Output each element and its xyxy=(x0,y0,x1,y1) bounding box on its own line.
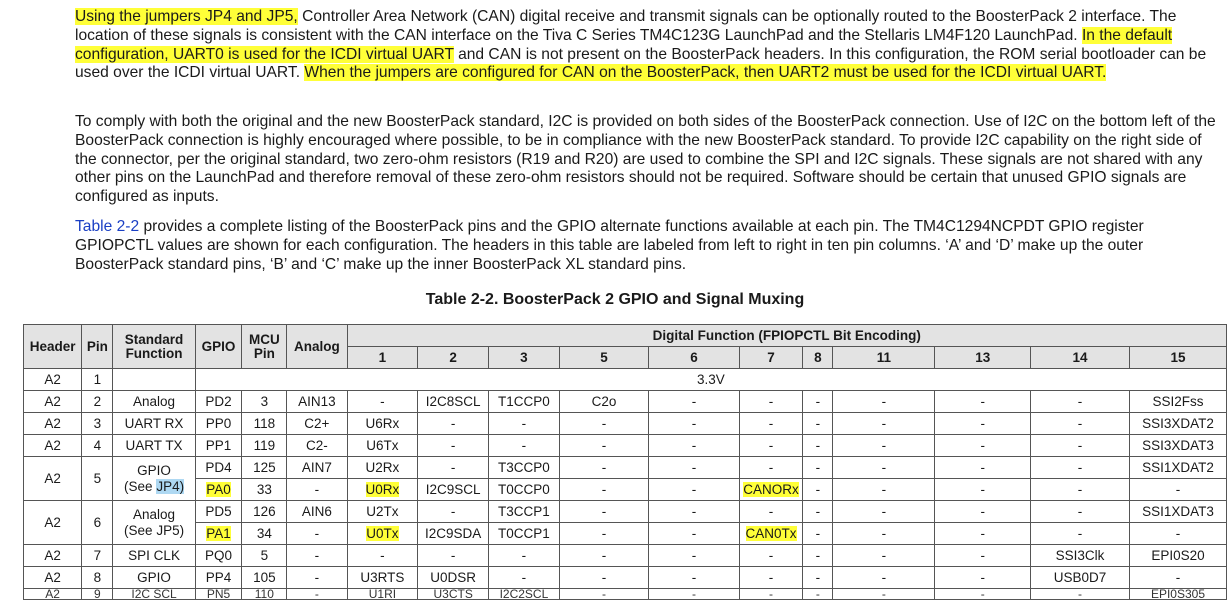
table-row xyxy=(24,501,1227,523)
cell-function-11: - xyxy=(833,589,935,600)
paragraph-text: Controller Area Network (CAN) digital receive and transmit signals can be optionally routed to the BoosterPack 2 interface. The location of these signals is consistent with the CAN interface on the Tiva C Series TM4C123G LaunchPad and the Stellaris LM4F120 LaunchPad. xyxy=(75,8,1177,44)
cell-function-5: - xyxy=(559,457,648,479)
cell-function-1: U2Rx xyxy=(347,457,418,479)
cell-function-15: - xyxy=(1129,479,1226,501)
cell-function-15: EPI0S20 xyxy=(1129,545,1226,567)
cell-mcu-pin: 110 xyxy=(242,589,287,600)
enc-col: 11 xyxy=(833,347,935,369)
cell-analog: C2- xyxy=(287,435,347,457)
cell-function-2: U0DSR xyxy=(418,567,489,589)
cell-function-2: - xyxy=(418,435,489,457)
col-standard-function: Standard Function xyxy=(113,325,195,369)
table-row xyxy=(24,523,1227,545)
cell-mcu-pin: 125 xyxy=(242,457,287,479)
highlighted-signal: U0Rx xyxy=(365,481,400,497)
cell-function-2: U3CTS xyxy=(418,589,489,600)
cell-function-5: - xyxy=(559,589,648,600)
cell-function-5: - xyxy=(559,567,648,589)
highlight-default-config: In the default configuration, UART0 is used for the ICDI virtual UART xyxy=(75,26,1173,63)
cell-function-6: - xyxy=(649,545,740,567)
cell-function-13: - xyxy=(935,523,1031,545)
cell-header: A2 xyxy=(24,391,82,413)
cell-function-11: - xyxy=(833,457,935,479)
table-row xyxy=(24,391,1227,413)
table-row xyxy=(24,567,1227,589)
cell-function-2: - xyxy=(418,545,489,567)
cell-function-14: - xyxy=(1031,457,1130,479)
highlight-pa1: PA1 xyxy=(206,525,231,541)
cell-function-2: - xyxy=(418,501,489,523)
cell-function-15: - xyxy=(1129,523,1226,545)
table-row xyxy=(24,457,1227,479)
jumper-note: (See JP5) xyxy=(124,522,185,538)
cell-function-3: - xyxy=(489,435,560,457)
cell-header: A2 xyxy=(24,545,82,567)
col-mcu-pin: MCU Pin xyxy=(242,325,287,369)
cell-header: A2 xyxy=(24,457,82,501)
cell-function-7: - xyxy=(739,391,802,413)
cell-function-7 xyxy=(739,479,802,501)
cell-function-3: T1CCP0 xyxy=(489,391,560,413)
table-header-row xyxy=(24,325,1227,347)
cell-gpio: PQ0 xyxy=(195,545,242,567)
cell-header: A2 xyxy=(24,501,82,545)
cell-gpio: PP4 xyxy=(195,567,242,589)
paragraph-can-jumpers xyxy=(75,8,1225,83)
enc-col: 7 xyxy=(739,347,802,369)
cell-power: 3.3V xyxy=(195,369,1226,391)
cell-function-8: - xyxy=(803,391,833,413)
cell-analog: - xyxy=(287,523,347,545)
cell-pin: 6 xyxy=(82,501,113,545)
cell-header: A2 xyxy=(24,369,82,391)
cell-function-14: - xyxy=(1031,523,1130,545)
paragraph-table-intro xyxy=(75,218,1225,274)
selected-text: JP4) xyxy=(156,478,185,494)
cell-function-5: - xyxy=(559,523,648,545)
cell-function-5: C2o xyxy=(559,391,648,413)
cell-function-3: T3CCP0 xyxy=(489,457,560,479)
cell-function-1: U6Tx xyxy=(347,435,418,457)
cell-function-14: USB0D7 xyxy=(1031,567,1130,589)
cell-function-14: - xyxy=(1031,589,1130,600)
cell-function-2: - xyxy=(418,457,489,479)
cell-function-13: - xyxy=(935,435,1031,457)
cell-function-1 xyxy=(347,479,418,501)
cell-function-8: - xyxy=(803,589,833,600)
cell-pin: 9 xyxy=(82,589,113,600)
cell-function-15: EPI0S305 xyxy=(1129,589,1226,600)
cell-function-3: - xyxy=(489,413,560,435)
cell-function-3: T3CCP1 xyxy=(489,501,560,523)
cell-pin: 2 xyxy=(82,391,113,413)
cell-standard-function xyxy=(113,369,195,391)
cell-function-5: - xyxy=(559,413,648,435)
col-pin: Pin xyxy=(82,325,113,369)
cell-function-11: - xyxy=(833,479,935,501)
cell-function-6: - xyxy=(649,457,740,479)
table-row xyxy=(24,589,1227,600)
cell-analog: AIN7 xyxy=(287,457,347,479)
cell-function-11: - xyxy=(833,545,935,567)
cell-analog: AIN13 xyxy=(287,391,347,413)
cell-analog: AIN6 xyxy=(287,501,347,523)
cell-function-6: - xyxy=(649,589,740,600)
cell-function-6: - xyxy=(649,391,740,413)
cell-function-1: - xyxy=(347,391,418,413)
cell-function-6: - xyxy=(649,501,740,523)
cell-function-2: - xyxy=(418,413,489,435)
cell-pin: 1 xyxy=(82,369,113,391)
cell-mcu-pin: 34 xyxy=(242,523,287,545)
cell-mcu-pin: 5 xyxy=(242,545,287,567)
cell-function-8: - xyxy=(803,545,833,567)
cell-analog: - xyxy=(287,589,347,600)
cell-function-3: - xyxy=(489,567,560,589)
paragraph-i2c: To comply with both the original and the new BoosterPack standard, I2C is provided on both sides of the BoosterPack connection. Use of I2C on the bottom left of the BoosterPack connection is highly encouraged where possible, to be in compliance with the new BoosterPack standard. To provide I2C capability on the right side of the connector, per the original standard, two zero-ohm resistors (R19 and R20) are used to combine the SPI and I2C signals. These signals are not shared with any other pins on the LaunchPad and therefore removal of these zero-ohm resistors should not be required. Software should be certain that unused GPIO signals are configured as inputs. xyxy=(75,113,1216,206)
cell-mcu-pin: 118 xyxy=(242,413,287,435)
highlight-uart2: When the jumpers are configured for CAN on the BoosterPack, then UART2 must be used for the ICDI virtual UART. xyxy=(304,64,1107,82)
cell-function-14: - xyxy=(1031,479,1130,501)
table-2-2-link[interactable]: Table 2-2 xyxy=(75,218,140,235)
cell-analog: - xyxy=(287,567,347,589)
cell-header: A2 xyxy=(24,435,82,457)
table-row xyxy=(24,369,1227,391)
cell-mcu-pin: 105 xyxy=(242,567,287,589)
cell-gpio: PP0 xyxy=(195,413,242,435)
cell-function-13: - xyxy=(935,413,1031,435)
cell-analog: C2+ xyxy=(287,413,347,435)
table-row xyxy=(24,435,1227,457)
cell-analog: - xyxy=(287,479,347,501)
cell-function-8: - xyxy=(803,501,833,523)
cell-function-11: - xyxy=(833,567,935,589)
col-analog: Analog xyxy=(287,325,347,369)
cell-analog: - xyxy=(287,545,347,567)
cell-mcu-pin: 33 xyxy=(242,479,287,501)
col-header: Header xyxy=(24,325,82,369)
cell-function-1: U3RTS xyxy=(347,567,418,589)
cell-function-11: - xyxy=(833,523,935,545)
cell-function-8: - xyxy=(803,567,833,589)
cell-standard-function xyxy=(113,457,195,501)
paragraph-text: and CAN is not present on the BoosterPack headers. In this configuration, the ROM serial bootloader can be used over the ICDI virtual UART. xyxy=(75,45,1207,82)
highlight-pa0: PA0 xyxy=(206,481,231,497)
cell-function-1 xyxy=(347,523,418,545)
cell-function-13: - xyxy=(935,501,1031,523)
cell-function-14: - xyxy=(1031,501,1130,523)
cell-function-11: - xyxy=(833,391,935,413)
cell-function-7: - xyxy=(739,545,802,567)
highlight-jumpers: Using the jumpers JP4 and JP5, xyxy=(75,8,298,25)
cell-standard-function: GPIO xyxy=(113,567,195,589)
cell-function-5: - xyxy=(559,479,648,501)
highlighted-signal: CAN0Tx xyxy=(745,525,797,541)
cell-gpio: PP1 xyxy=(195,435,242,457)
cell-function-3: T0CCP1 xyxy=(489,523,560,545)
enc-col: 3 xyxy=(489,347,560,369)
table-row xyxy=(24,413,1227,435)
cell-mcu-pin: 119 xyxy=(242,435,287,457)
cell-function-1: U6Rx xyxy=(347,413,418,435)
cell-function-13: - xyxy=(935,545,1031,567)
cell-pin: 4 xyxy=(82,435,113,457)
highlighted-signal: U0Tx xyxy=(366,525,399,541)
cell-function-13: - xyxy=(935,457,1031,479)
cell-function-6: - xyxy=(649,435,740,457)
cell-function-7: - xyxy=(739,567,802,589)
cell-function-15: SSI2Fss xyxy=(1129,391,1226,413)
cell-standard-function: UART RX xyxy=(113,413,195,435)
cell-function-15: - xyxy=(1129,567,1226,589)
cell-function-11: - xyxy=(833,501,935,523)
enc-col: 6 xyxy=(649,347,740,369)
cell-function-14: - xyxy=(1031,413,1130,435)
cell-function-14: - xyxy=(1031,391,1130,413)
cell-function-11: - xyxy=(833,413,935,435)
cell-function-15: SSI3XDAT3 xyxy=(1129,435,1226,457)
cell-gpio: PD5 xyxy=(195,501,242,523)
cell-pin: 3 xyxy=(82,413,113,435)
enc-col: 1 xyxy=(347,347,418,369)
paragraph-text: provides a complete listing of the BoosterPack pins and the GPIO alternate functions available at each pin. The TM4C1294NCPDT GPIO register GPIOPCTL values are shown for each configuration. The headers in this table are labeled from left to right in ten pin columns. ‘A’ and ‘D’ make up the outer BoosterPack standard pins, ‘B’ and ‘C’ make up the inner BoosterPack XL standard pins. xyxy=(75,218,1144,273)
jumper-note: (See JP4) xyxy=(124,478,185,494)
cell-standard-function: UART TX xyxy=(113,435,195,457)
cell-mcu-pin: 3 xyxy=(242,391,287,413)
cell-pin: 7 xyxy=(82,545,113,567)
cell-function-2: I2C9SDA xyxy=(418,523,489,545)
cell-function-7 xyxy=(739,523,802,545)
cell-standard-function xyxy=(113,501,195,545)
table-row xyxy=(24,479,1227,501)
cell-function-1: U1RI xyxy=(347,589,418,600)
cell-function-7: - xyxy=(739,457,802,479)
cell-function-11: - xyxy=(833,435,935,457)
cell-function-13: - xyxy=(935,391,1031,413)
cell-function-6: - xyxy=(649,479,740,501)
cell-function-5: - xyxy=(559,501,648,523)
cell-gpio xyxy=(195,523,242,545)
enc-col: 15 xyxy=(1129,347,1226,369)
cell-function-15: SSI1XDAT2 xyxy=(1129,457,1226,479)
cell-gpio xyxy=(195,479,242,501)
cell-function-15: SSI1XDAT3 xyxy=(1129,501,1226,523)
cell-function-3: - xyxy=(489,545,560,567)
cell-header: A2 xyxy=(24,413,82,435)
cell-gpio: PD4 xyxy=(195,457,242,479)
cell-standard-function: SPI CLK xyxy=(113,545,195,567)
cell-function-14: SSI3Clk xyxy=(1031,545,1130,567)
cell-function-6: - xyxy=(649,413,740,435)
cell-function-7: - xyxy=(739,589,802,600)
highlighted-signal: CANORx xyxy=(743,481,799,497)
enc-col: 8 xyxy=(803,347,833,369)
cell-function-5: - xyxy=(559,435,648,457)
cell-function-1: - xyxy=(347,545,418,567)
cell-function-6: - xyxy=(649,567,740,589)
cell-function-13: - xyxy=(935,479,1031,501)
col-digital-function: Digital Function (FPIOPCTL Bit Encoding) xyxy=(347,325,1226,347)
cell-header: A2 xyxy=(24,589,82,600)
cell-function-13: - xyxy=(935,567,1031,589)
cell-function-8: - xyxy=(803,413,833,435)
cell-pin: 5 xyxy=(82,457,113,501)
cell-function-8: - xyxy=(803,435,833,457)
cell-function-5: - xyxy=(559,545,648,567)
cell-function-7: - xyxy=(739,435,802,457)
cell-function-7: - xyxy=(739,501,802,523)
cell-gpio: PN5 xyxy=(195,589,242,600)
cell-function-8: - xyxy=(803,479,833,501)
cell-function-13: - xyxy=(935,589,1031,600)
cell-standard-function: I2C SCL xyxy=(113,589,195,600)
cell-function-8: - xyxy=(803,457,833,479)
cell-function-1: U2Tx xyxy=(347,501,418,523)
cell-function-3: T0CCP0 xyxy=(489,479,560,501)
cell-header: A2 xyxy=(24,567,82,589)
enc-col: 5 xyxy=(559,347,648,369)
cell-pin: 8 xyxy=(82,567,113,589)
enc-col: 2 xyxy=(418,347,489,369)
cell-function-3: I2C2SCL xyxy=(489,589,560,600)
cell-function-2: I2C9SCL xyxy=(418,479,489,501)
col-gpio: GPIO xyxy=(195,325,242,369)
cell-gpio: PD2 xyxy=(195,391,242,413)
table-row xyxy=(24,545,1227,567)
cell-function-8: - xyxy=(803,523,833,545)
cell-function-6: - xyxy=(649,523,740,545)
enc-col: 14 xyxy=(1031,347,1130,369)
cell-mcu-pin: 126 xyxy=(242,501,287,523)
table-caption: Table 2-2. BoosterPack 2 GPIO and Signal Muxing xyxy=(425,291,805,308)
cell-function-2: I2C8SCL xyxy=(418,391,489,413)
cell-function-7: - xyxy=(739,413,802,435)
function-name: Analog xyxy=(133,506,176,522)
cell-function-15: SSI3XDAT2 xyxy=(1129,413,1226,435)
gpio-mux-table xyxy=(23,324,1227,600)
cell-function-14: - xyxy=(1031,435,1130,457)
function-name: GPIO xyxy=(137,462,171,478)
enc-col: 13 xyxy=(935,347,1031,369)
cell-standard-function: Analog xyxy=(113,391,195,413)
